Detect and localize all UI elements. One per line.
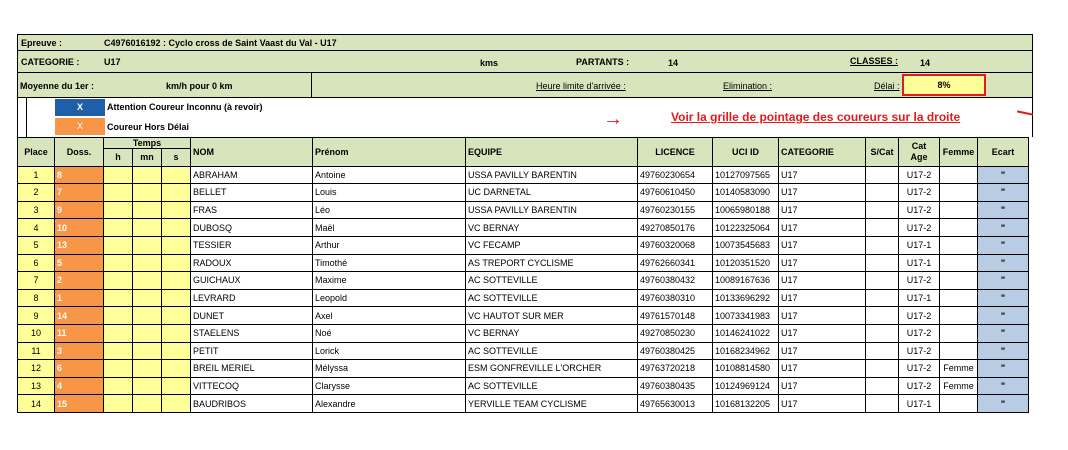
- table-row[interactable]: [18, 289, 1029, 307]
- table-cell-femme[interactable]: [940, 201, 978, 219]
- table-cell-mn[interactable]: [133, 395, 162, 413]
- table-cell-ecart[interactable]: ": [978, 272, 1029, 290]
- table-cell-cat-age[interactable]: U17-1: [899, 254, 940, 272]
- table-cell-categorie[interactable]: U17: [779, 254, 866, 272]
- table-cell-equipe[interactable]: AC SOTTEVILLE: [466, 289, 638, 307]
- col-cat-age: [899, 138, 940, 167]
- table-cell-h[interactable]: [104, 184, 133, 202]
- table-cell-doss[interactable]: 15: [55, 395, 104, 413]
- table-cell-nom[interactable]: GUICHAUX: [191, 272, 313, 290]
- heure-limite-label: Heure limite d'arrivée :: [536, 81, 626, 91]
- table-cell-licence[interactable]: 49765630013: [638, 395, 713, 413]
- table-cell-uci[interactable]: 10122325064: [713, 219, 779, 237]
- table-cell-doss[interactable]: 4: [55, 377, 104, 395]
- table-cell-place[interactable]: 3: [18, 201, 55, 219]
- classes-label: CLASSES :: [850, 56, 899, 66]
- table-cell-prenom[interactable]: Maxime: [313, 272, 466, 290]
- table-row[interactable]: [18, 360, 1029, 378]
- table-row[interactable]: [18, 201, 1029, 219]
- table-cell-place[interactable]: 5: [18, 236, 55, 254]
- table-cell-place[interactable]: 1: [18, 166, 55, 184]
- col-cat-age-line2: Age: [910, 151, 928, 162]
- table-cell-scat[interactable]: [866, 219, 899, 237]
- hors-delai-marker: X: [55, 118, 105, 135]
- table-cell-licence[interactable]: 49763720218: [638, 360, 713, 378]
- col-doss: Doss.: [55, 138, 104, 167]
- table-cell-ecart[interactable]: ": [978, 395, 1029, 413]
- table-cell-categorie[interactable]: U17: [779, 377, 866, 395]
- table-cell-femme[interactable]: [940, 219, 978, 237]
- table-cell-femme[interactable]: [940, 184, 978, 202]
- table-cell-prenom[interactable]: Alexandre: [313, 395, 466, 413]
- table-cell-h[interactable]: [104, 272, 133, 290]
- results-body: [18, 166, 1029, 412]
- table-cell-licence[interactable]: 49270850176: [638, 219, 713, 237]
- table-cell-equipe[interactable]: VC FECAMP: [466, 236, 638, 254]
- table-cell-mn[interactable]: [133, 272, 162, 290]
- table-row[interactable]: [18, 324, 1029, 342]
- table-cell-nom[interactable]: STAELENS: [191, 324, 313, 342]
- table-cell-doss[interactable]: 2: [55, 272, 104, 290]
- table-cell-ecart[interactable]: ": [978, 166, 1029, 184]
- table-cell-femme[interactable]: [940, 254, 978, 272]
- table-cell-licence[interactable]: 49761570148: [638, 307, 713, 325]
- table-cell-equipe[interactable]: YERVILLE TEAM CYCLISME: [466, 395, 638, 413]
- table-cell-nom[interactable]: VITTECOQ: [191, 377, 313, 395]
- table-cell-femme[interactable]: [940, 307, 978, 325]
- table-cell-s[interactable]: [162, 236, 191, 254]
- table-row[interactable]: [18, 236, 1029, 254]
- table-cell-nom[interactable]: BAUDRIBOS: [191, 395, 313, 413]
- table-cell-scat[interactable]: [866, 307, 899, 325]
- table-cell-licence[interactable]: 49760380310: [638, 289, 713, 307]
- table-cell-uci[interactable]: 10168234962: [713, 342, 779, 360]
- epreuve-value: C4976016192 : Cyclo cross de Saint Vaast du Val - U17: [104, 38, 337, 48]
- table-cell-doss[interactable]: 11: [55, 324, 104, 342]
- table-cell-mn[interactable]: [133, 236, 162, 254]
- table-cell-equipe[interactable]: UC DARNETAL: [466, 184, 638, 202]
- epreuve-row: [17, 34, 1033, 51]
- table-cell-h[interactable]: [104, 289, 133, 307]
- table-row[interactable]: [18, 272, 1029, 290]
- table-cell-nom[interactable]: TESSIER: [191, 236, 313, 254]
- table-cell-s[interactable]: [162, 360, 191, 378]
- table-cell-h[interactable]: [104, 360, 133, 378]
- table-cell-femme[interactable]: Femme: [940, 377, 978, 395]
- table-cell-doss[interactable]: 5: [55, 254, 104, 272]
- table-cell-categorie[interactable]: U17: [779, 219, 866, 237]
- table-row[interactable]: [18, 166, 1029, 184]
- table-cell-prenom[interactable]: Antoine: [313, 166, 466, 184]
- table-cell-ecart[interactable]: ": [978, 236, 1029, 254]
- table-cell-cat-age[interactable]: U17-2: [899, 166, 940, 184]
- table-cell-femme[interactable]: [940, 342, 978, 360]
- table-cell-mn[interactable]: [133, 342, 162, 360]
- table-cell-femme[interactable]: Femme: [940, 360, 978, 378]
- table-cell-h[interactable]: [104, 324, 133, 342]
- table-cell-mn[interactable]: [133, 377, 162, 395]
- table-cell-cat-age[interactable]: U17-2: [899, 342, 940, 360]
- table-cell-doss[interactable]: 10: [55, 219, 104, 237]
- table-cell-nom[interactable]: FRAS: [191, 201, 313, 219]
- table-cell-equipe[interactable]: VC HAUTOT SUR MER: [466, 307, 638, 325]
- table-cell-prenom[interactable]: Axel: [313, 307, 466, 325]
- table-cell-categorie[interactable]: U17: [779, 360, 866, 378]
- table-cell-doss[interactable]: 3: [55, 342, 104, 360]
- table-cell-s[interactable]: [162, 289, 191, 307]
- table-cell-uci[interactable]: 10073545683: [713, 236, 779, 254]
- table-cell-h[interactable]: [104, 377, 133, 395]
- table-cell-uci[interactable]: 10108814580: [713, 360, 779, 378]
- pointage-grid-link[interactable]: Voir la grille de pointage des coureurs sur la droite: [671, 110, 961, 124]
- table-cell-categorie[interactable]: U17: [779, 324, 866, 342]
- table-cell-femme[interactable]: [940, 324, 978, 342]
- categorie-value: U17: [104, 57, 121, 67]
- table-cell-scat[interactable]: [866, 254, 899, 272]
- table-cell-equipe[interactable]: ESM GONFREVILLE L'ORCHER: [466, 360, 638, 378]
- table-cell-licence[interactable]: 49760380432: [638, 272, 713, 290]
- table-cell-mn[interactable]: [133, 307, 162, 325]
- table-cell-ecart[interactable]: ": [978, 377, 1029, 395]
- col-categorie: CATEGORIE: [779, 138, 866, 167]
- table-row[interactable]: [18, 377, 1029, 395]
- table-cell-cat-age[interactable]: U17-2: [899, 360, 940, 378]
- table-cell-femme[interactable]: [940, 289, 978, 307]
- table-cell-h[interactable]: [104, 395, 133, 413]
- table-cell-equipe[interactable]: AC SOTTEVILLE: [466, 377, 638, 395]
- table-cell-place[interactable]: 7: [18, 272, 55, 290]
- col-licence: LICENCE: [638, 138, 713, 167]
- table-cell-cat-age[interactable]: U17-2: [899, 377, 940, 395]
- table-cell-ecart[interactable]: ": [978, 219, 1029, 237]
- table-cell-licence[interactable]: 49762660341: [638, 254, 713, 272]
- table-row[interactable]: [18, 254, 1029, 272]
- table-cell-place[interactable]: 14: [18, 395, 55, 413]
- table-cell-s[interactable]: [162, 166, 191, 184]
- table-cell-licence[interactable]: 49270850230: [638, 324, 713, 342]
- table-cell-doss[interactable]: 8: [55, 166, 104, 184]
- table-cell-uci[interactable]: 10146241022: [713, 324, 779, 342]
- table-cell-cat-age[interactable]: U17-2: [899, 272, 940, 290]
- table-cell-mn[interactable]: [133, 184, 162, 202]
- table-cell-mn[interactable]: [133, 219, 162, 237]
- table-cell-uci[interactable]: 10120351520: [713, 254, 779, 272]
- table-cell-categorie[interactable]: U17: [779, 272, 866, 290]
- table-cell-uci[interactable]: 10140583090: [713, 184, 779, 202]
- classes-value: 14: [920, 58, 931, 68]
- table-cell-cat-age[interactable]: U17-1: [899, 289, 940, 307]
- table-cell-uci[interactable]: 10168132205: [713, 395, 779, 413]
- kms-label: kms: [480, 58, 499, 68]
- table-cell-categorie[interactable]: U17: [779, 342, 866, 360]
- table-cell-nom[interactable]: ABRAHAM: [191, 166, 313, 184]
- table-cell-cat-age[interactable]: U17-2: [899, 184, 940, 202]
- table-cell-h[interactable]: [104, 219, 133, 237]
- table-cell-mn[interactable]: [133, 289, 162, 307]
- col-place: Place: [18, 138, 55, 167]
- table-cell-h[interactable]: [104, 254, 133, 272]
- table-cell-place[interactable]: 11: [18, 342, 55, 360]
- kmh-label: km/h pour 0 km: [166, 81, 233, 91]
- epreuve-label: Epreuve :: [21, 38, 63, 48]
- results-table: [17, 137, 1029, 413]
- delai-value: 8%: [937, 80, 951, 90]
- table-cell-categorie[interactable]: U17: [779, 166, 866, 184]
- table-cell-femme[interactable]: [940, 236, 978, 254]
- table-cell-ecart[interactable]: ": [978, 342, 1029, 360]
- table-row[interactable]: [18, 307, 1029, 325]
- table-cell-nom[interactable]: DUNET: [191, 307, 313, 325]
- categorie-label: CATEGORIE :: [21, 57, 80, 67]
- table-cell-nom[interactable]: DUBOSQ: [191, 219, 313, 237]
- table-cell-categorie[interactable]: U17: [779, 307, 866, 325]
- table-cell-place[interactable]: 8: [18, 289, 55, 307]
- table-cell-mn[interactable]: [133, 166, 162, 184]
- table-row[interactable]: [18, 219, 1029, 237]
- table-cell-place[interactable]: 12: [18, 360, 55, 378]
- table-cell-scat[interactable]: [866, 272, 899, 290]
- table-cell-nom[interactable]: RADOUX: [191, 254, 313, 272]
- table-cell-h[interactable]: [104, 342, 133, 360]
- table-cell-scat[interactable]: [866, 395, 899, 413]
- table-cell-nom[interactable]: LEVRARD: [191, 289, 313, 307]
- table-cell-place[interactable]: 6: [18, 254, 55, 272]
- table-cell-nom[interactable]: PETIT: [191, 342, 313, 360]
- table-cell-cat-age[interactable]: U17-2: [899, 307, 940, 325]
- table-cell-scat[interactable]: [866, 201, 899, 219]
- table-cell-prenom[interactable]: Lorick: [313, 342, 466, 360]
- table-cell-scat[interactable]: [866, 342, 899, 360]
- table-cell-prenom[interactable]: Louis: [313, 184, 466, 202]
- legend-box: [17, 98, 1033, 137]
- table-cell-ecart[interactable]: ": [978, 360, 1029, 378]
- table-cell-femme[interactable]: [940, 272, 978, 290]
- table-cell-h[interactable]: [104, 201, 133, 219]
- table-row[interactable]: [18, 342, 1029, 360]
- col-prenom: Prénom: [313, 138, 466, 167]
- col-cat-age-line1: Cat: [911, 140, 927, 151]
- moyenne-row: [17, 73, 1033, 98]
- table-cell-ecart[interactable]: ": [978, 289, 1029, 307]
- table-cell-scat[interactable]: [866, 184, 899, 202]
- table-cell-s[interactable]: [162, 254, 191, 272]
- table-cell-cat-age[interactable]: U17-2: [899, 201, 940, 219]
- table-cell-licence[interactable]: 49760320068: [638, 236, 713, 254]
- table-cell-prenom[interactable]: Léo: [313, 201, 466, 219]
- table-cell-place[interactable]: 2: [18, 184, 55, 202]
- table-cell-prenom[interactable]: Arthur: [313, 236, 466, 254]
- table-row[interactable]: [18, 184, 1029, 202]
- table-cell-licence[interactable]: 49760230654: [638, 166, 713, 184]
- table-cell-s[interactable]: [162, 324, 191, 342]
- table-cell-categorie[interactable]: U17: [779, 184, 866, 202]
- table-cell-equipe[interactable]: USSA PAVILLY BARENTIN: [466, 166, 638, 184]
- table-cell-mn[interactable]: [133, 254, 162, 272]
- table-cell-equipe[interactable]: AC SOTTEVILLE: [466, 342, 638, 360]
- table-cell-place[interactable]: 13: [18, 377, 55, 395]
- table-cell-uci[interactable]: 10065980188: [713, 201, 779, 219]
- table-cell-s[interactable]: [162, 184, 191, 202]
- table-cell-doss[interactable]: 6: [55, 360, 104, 378]
- dash-icon: [1017, 110, 1033, 115]
- table-cell-femme[interactable]: [940, 395, 978, 413]
- table-cell-h[interactable]: [104, 236, 133, 254]
- table-cell-prenom[interactable]: Maël: [313, 219, 466, 237]
- table-cell-uci[interactable]: 10073341983: [713, 307, 779, 325]
- col-mn: mn: [133, 149, 162, 167]
- table-cell-licence[interactable]: 49760380435: [638, 377, 713, 395]
- table-cell-place[interactable]: 4: [18, 219, 55, 237]
- table-cell-scat[interactable]: [866, 236, 899, 254]
- table-cell-scat[interactable]: [866, 377, 899, 395]
- table-cell-prenom[interactable]: Mélyssa: [313, 360, 466, 378]
- col-temps: Temps: [104, 138, 191, 149]
- table-cell-licence[interactable]: 49760230155: [638, 201, 713, 219]
- table-cell-place[interactable]: 9: [18, 307, 55, 325]
- hors-delai-text: Coureur Hors Délai: [107, 122, 190, 132]
- table-cell-uci[interactable]: 10133696292: [713, 289, 779, 307]
- col-ecart: Ecart: [978, 138, 1029, 167]
- table-cell-doss[interactable]: 9: [55, 201, 104, 219]
- moyenne-label: Moyenne du 1er :: [20, 81, 95, 91]
- table-cell-doss[interactable]: 13: [55, 236, 104, 254]
- table-cell-s[interactable]: [162, 201, 191, 219]
- col-s: s: [162, 149, 191, 167]
- table-cell-cat-age[interactable]: U17-2: [899, 219, 940, 237]
- categorie-row: [17, 51, 1033, 73]
- table-cell-categorie[interactable]: U17: [779, 289, 866, 307]
- table-cell-doss[interactable]: 1: [55, 289, 104, 307]
- table-cell-mn[interactable]: [133, 360, 162, 378]
- table-cell-nom[interactable]: BELLET: [191, 184, 313, 202]
- elimination-label: Elimination :: [723, 81, 773, 91]
- col-scat: S/Cat: [866, 138, 899, 167]
- table-row[interactable]: [18, 395, 1029, 413]
- table-cell-s[interactable]: [162, 342, 191, 360]
- table-cell-scat[interactable]: [866, 360, 899, 378]
- table-cell-equipe[interactable]: AC SOTTEVILLE: [466, 272, 638, 290]
- table-cell-categorie[interactable]: U17: [779, 236, 866, 254]
- table-cell-uci[interactable]: 10127097565: [713, 166, 779, 184]
- table-cell-categorie[interactable]: U17: [779, 395, 866, 413]
- partants-value: 14: [668, 58, 679, 68]
- arrow-right-icon: →: [603, 108, 623, 130]
- table-cell-ecart[interactable]: ": [978, 184, 1029, 202]
- table-cell-prenom[interactable]: Clarysse: [313, 377, 466, 395]
- col-femme: Femme: [940, 138, 978, 167]
- table-cell-doss[interactable]: 14: [55, 307, 104, 325]
- table-cell-nom[interactable]: BREIL MERIEL: [191, 360, 313, 378]
- table-cell-cat-age[interactable]: U17-1: [899, 236, 940, 254]
- col-uci: UCI ID: [713, 138, 779, 167]
- table-cell-h[interactable]: [104, 307, 133, 325]
- table-cell-equipe[interactable]: VC BERNAY: [466, 219, 638, 237]
- table-cell-prenom[interactable]: Noé: [313, 324, 466, 342]
- table-cell-equipe[interactable]: USSA PAVILLY BARENTIN: [466, 201, 638, 219]
- table-cell-prenom[interactable]: Timothé: [313, 254, 466, 272]
- table-cell-licence[interactable]: 49760380425: [638, 342, 713, 360]
- table-cell-ecart[interactable]: ": [978, 254, 1029, 272]
- table-cell-mn[interactable]: [133, 324, 162, 342]
- table-cell-place[interactable]: 10: [18, 324, 55, 342]
- table-cell-licence[interactable]: 49760610450: [638, 184, 713, 202]
- table-cell-ecart[interactable]: ": [978, 324, 1029, 342]
- table-cell-scat[interactable]: [866, 166, 899, 184]
- col-equipe: EQUIPE: [466, 138, 638, 167]
- unknown-marker: X: [55, 99, 105, 116]
- moyenne-divider: [311, 73, 312, 97]
- table-cell-prenom[interactable]: Leopold: [313, 289, 466, 307]
- table-cell-h[interactable]: [104, 166, 133, 184]
- table-cell-equipe[interactable]: AS TREPORT CYCLISME: [466, 254, 638, 272]
- table-cell-cat-age[interactable]: U17-2: [899, 324, 940, 342]
- col-h: h: [104, 149, 133, 167]
- table-cell-ecart[interactable]: ": [978, 201, 1029, 219]
- table-cell-scat[interactable]: [866, 324, 899, 342]
- table-cell-categorie[interactable]: U17: [779, 201, 866, 219]
- table-cell-scat[interactable]: [866, 289, 899, 307]
- delai-label: Délai :: [874, 81, 900, 91]
- table-cell-doss[interactable]: 7: [55, 184, 104, 202]
- table-cell-femme[interactable]: [940, 166, 978, 184]
- delai-value-box[interactable]: [902, 74, 986, 96]
- table-cell-ecart[interactable]: ": [978, 307, 1029, 325]
- table-cell-s[interactable]: [162, 307, 191, 325]
- table-cell-s[interactable]: [162, 395, 191, 413]
- unknown-text: Attention Coureur Inconnu (à revoir): [107, 102, 263, 112]
- table-cell-equipe[interactable]: VC BERNAY: [466, 324, 638, 342]
- col-nom: NOM: [191, 138, 313, 167]
- header-row-1: [18, 138, 1029, 149]
- table-cell-s[interactable]: [162, 272, 191, 290]
- table-cell-s[interactable]: [162, 377, 191, 395]
- table-cell-cat-age[interactable]: U17-1: [899, 395, 940, 413]
- table-cell-mn[interactable]: [133, 201, 162, 219]
- table-cell-uci[interactable]: 10124969124: [713, 377, 779, 395]
- table-cell-uci[interactable]: 10089167636: [713, 272, 779, 290]
- table-cell-s[interactable]: [162, 219, 191, 237]
- partants-label: PARTANTS :: [576, 57, 630, 67]
